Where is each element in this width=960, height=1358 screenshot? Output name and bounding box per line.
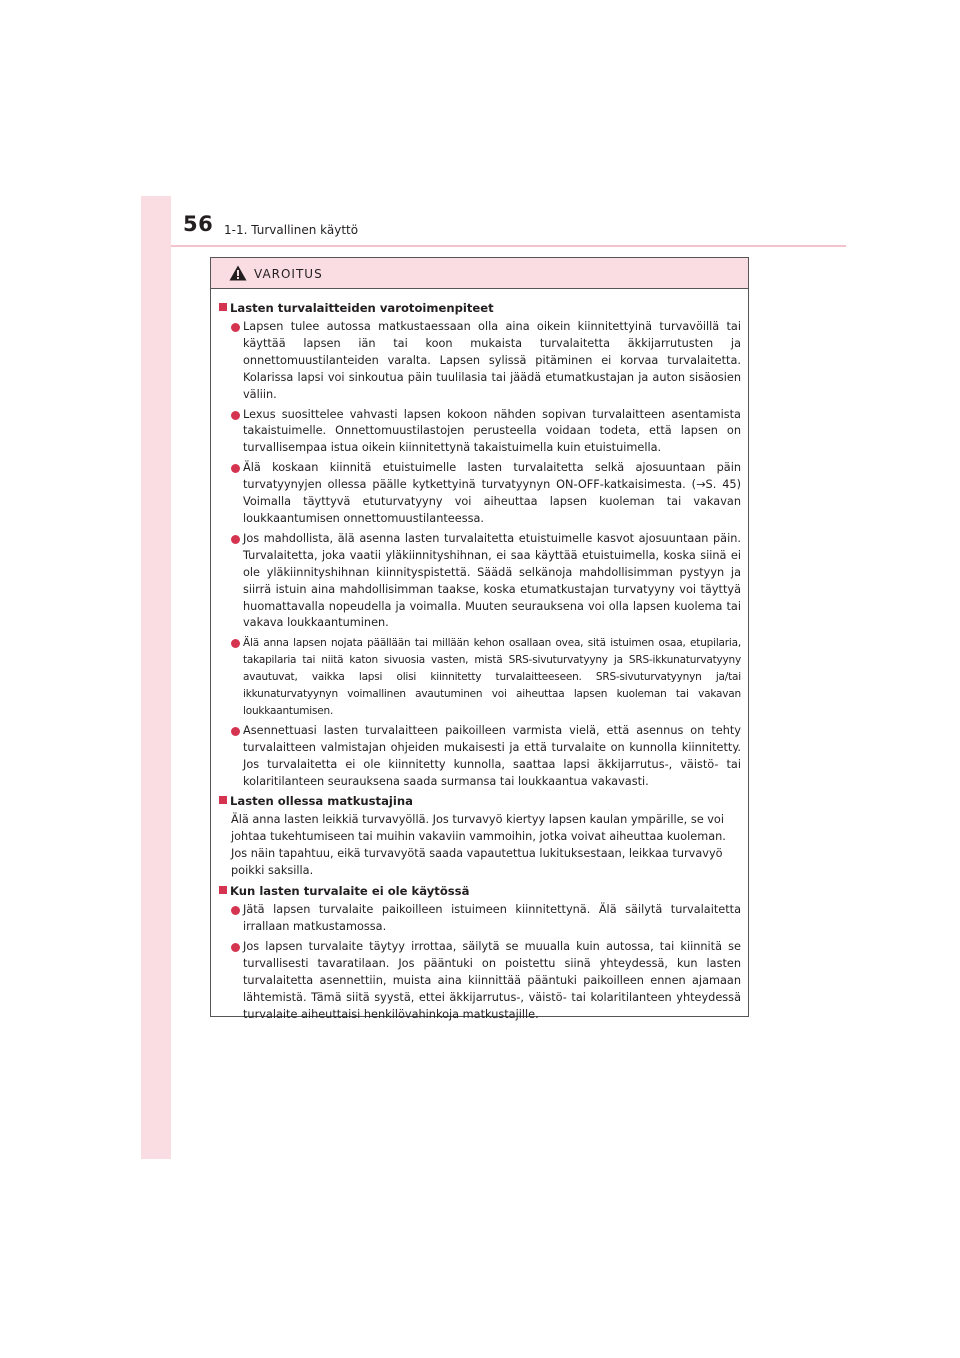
warning-box xyxy=(210,257,749,1021)
list-item-text: Jos mahdollista, älä asenna lasten turvalaitetta etuistuimelle kasvot ajosuuntaan päin. Turvalaitetta, joka vaatii yläkiinnityshihnan, ei saa käyttää etuistuimella, koska siinä ei ole yläkiinnityshihnan kiinnityspistettä. Säädä selkänoja mahdollisimman pystyyn ja siirrä istuin aina mahdollisimman taakse, koska etumatkustajan turvatyyny voi täyttyä huomattavalla nopeudella ja voimalla. Muuten seurauksena voi olla lapsen kuolema tai vakava loukkaantuminen. xyxy=(243,531,741,630)
section-title: 1-1. Turvallinen käyttö xyxy=(224,223,359,237)
list-item-text: Lapsen tulee autossa matkustaessaan olla aina oikein kiinnitettyinä turvavöillä tai käyttää lapsen iän tai koon mukaista turvalaitetta äkkijarrutusten ja onnettomuustilanteiden varalta. Lapsen sylissä pitäminen ei korvaa turvalaitetta. Kolarissa lapsi voi sinkoutua päin tuulilasia tai jäädä etumatkustajan ja auton sisäosien väliin. xyxy=(243,320,741,401)
square-bullet-icon xyxy=(219,796,227,804)
warning-title: VAROITUS xyxy=(254,266,323,281)
list-item-text: Asennettuasi lasten turvalaitteen paikoilleen varmista vielä, että asennus on tehty turvalaitteen valmistajan ohjeiden mukaisesti ja että turvalaite on kunnolla kiinnitetty. Jos turvalaitetta ei ole kiinnitetty kunnolla, saattaa lapsi äkkijarrutus-, väistö- tai kolaritilanteen seurauksena saada surmansa tai loukkaantua vakavasti. xyxy=(243,723,741,788)
section-heading xyxy=(219,883,741,899)
section-heading xyxy=(219,793,741,809)
list-item xyxy=(219,635,741,720)
list-item xyxy=(219,531,741,632)
warning-body xyxy=(211,289,748,1023)
side-tab-band xyxy=(141,196,171,1159)
list-item-text: Jos lapsen turvalaite täytyy irrottaa, säilytä se muualla kuin autossa, tai kiinnitä se turvallisesti tavaratilaan. Jos pääntuki on poistettu siinä yhteydessä, kun lasten turvalaitetta asennettiin, muista aina kiinnittää pääntuki paikoilleen ennen ajamaan lähtemistä. Tämä siitä syystä, ettei äkkijarrutus-, väistö- tai kolaritilanteen yhteydessä turvalaite aiheuttaisi henkilövahinkoja matkustajille. xyxy=(243,939,741,1021)
dot-bullet-icon xyxy=(231,727,240,736)
list-item xyxy=(219,319,741,404)
list-item xyxy=(219,939,741,1024)
section-heading-text: Lasten turvalaitteiden varotoimenpiteet xyxy=(230,301,494,315)
warning-triangle-icon xyxy=(229,265,247,281)
dot-bullet-icon xyxy=(231,411,240,420)
list-item xyxy=(219,407,741,458)
dot-bullet-icon xyxy=(231,464,240,473)
list-item-text: Jätä lapsen turvalaite paikoilleen istuimeen kiinnitettynä. Älä säilytä turvalaitetta irrallaan matkustamossa. xyxy=(243,903,741,933)
dot-bullet-icon xyxy=(231,906,240,915)
square-bullet-icon xyxy=(219,303,227,311)
list-item-text: Älä anna lapsen nojata päällään tai millään kehon osallaan ovea, sitä istuimen osaa, etupilaria, takapilaria tai niitä katon sivuosia vasten, mistä SRS-sivuturvatyyny ja SRS-ikkunaturvatyyny avautuvat, vaikka lapsi olisi kiinnitetty turvalaitteeseen. SRS-sivuturvatyynyn ja/tai ikkunaturvatyynyn voimallinen avautuminen voi aiheuttaa lapsen kuoleman tai vakavan loukkaantumisen. xyxy=(243,637,741,717)
section-paragraph: Älä anna lasten leikkiä turvavyöllä. Jos turvavyö kiertyy lapsen kaulan ympärille, se voi johtaa tukehtumiseen tai muihin vakaviin vammoihin, jotka voivat aiheuttaa kuoleman. Jos näin tapahtuu, eikä turvavyötä saada vapautettua lukituksestaan, leikkaa turvavyö poikki saksilla. xyxy=(231,813,726,878)
section-heading xyxy=(219,300,741,316)
square-bullet-icon xyxy=(219,886,227,894)
list-item xyxy=(219,460,741,528)
dot-bullet-icon xyxy=(231,323,240,332)
page-number: 56 xyxy=(183,212,214,236)
warning-header xyxy=(211,258,748,289)
dot-bullet-icon xyxy=(231,639,240,648)
section-heading-text: Kun lasten turvalaite ei ole käytössä xyxy=(230,884,470,899)
header-rule xyxy=(171,245,846,247)
section-heading-text: Lasten ollessa matkustajina xyxy=(230,794,413,809)
list-item-text: Lexus suosittelee vahvasti lapsen kokoon nähden sopivan turvalaitteen asentamista takaistuimelle. Onnettomuustilastojen perusteella voidaan todeta, että lapsen on turvallisempaa istua oikein kiinnitettynä takaistuimella kuin etuistuimella. xyxy=(243,407,741,455)
dot-bullet-icon xyxy=(231,943,240,952)
list-item xyxy=(219,723,741,791)
list-item-text: Älä koskaan kiinnitä etuistuimelle lasten turvalaitetta selkä ajosuuntaan päin turvatyynyjen ollessa päälle kytkettyinä turvatyynyn ON-OFF-katkaisimesta. (→S. 45) Voimalla täyttyvä etuturvatyyny voi aiheuttaa lapsen kuoleman tai vakavan loukkaantumisen onnettomuustilanteessa. xyxy=(243,461,741,525)
dot-bullet-icon xyxy=(231,535,240,544)
list-item xyxy=(219,902,741,936)
